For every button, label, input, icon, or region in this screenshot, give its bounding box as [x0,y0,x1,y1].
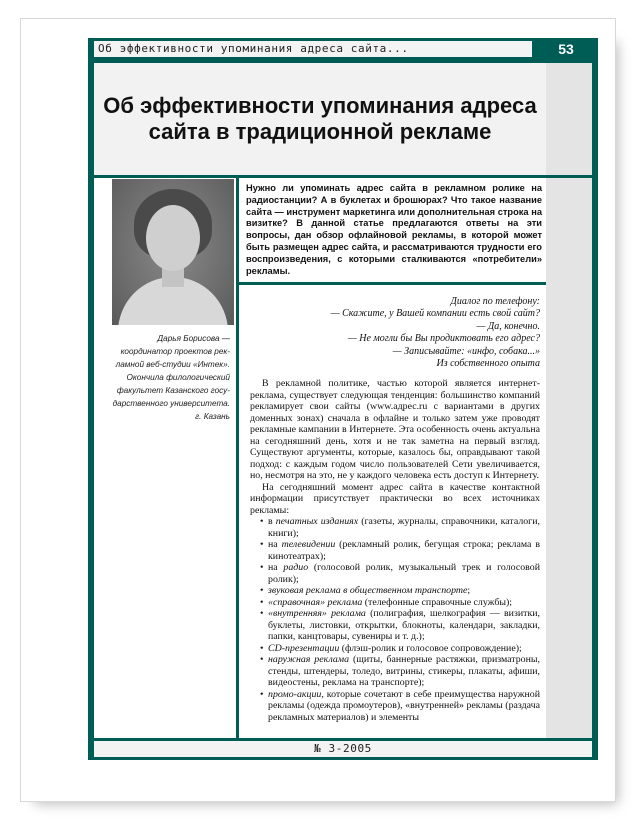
epigraph-line: — Да, конечно. [476,320,540,332]
epigraph-line: — Скажите, у Вашей компании есть свой сайт? [330,308,540,320]
epigraph-line: — Не могли бы Вы продиктовать его адрес? [347,333,540,345]
article-lead: Нужно ли упоминать адрес сайта в рекламном ролике на радиостанции? А в буклетах и брошюрах? Что такое название сайта — инструмент маркетинга или дополнительная строка на визитке? В данной статье предлагаются ответы на эти вопросы, дан обзор офлайновой рекламы, в которой может быть размещен адрес сайта, и рассматриваются трудности его воспроизведения, с которыми сталкиваются «потребители» рекламы. [246,183,542,276]
article-body [250,378,540,723]
epigraph-line: — Записывайте: «инфо, собака...» [392,345,540,357]
bullet-icon: • [260,688,264,700]
paragraph: На сегодняшний момент адрес сайта в качестве контактной информации присутствует практически во всех источниках рекламы: [250,481,540,516]
title-separator [94,175,592,178]
caption-line: ламной веб-студии «Интек». [115,360,230,369]
caption-city: г. Казань [195,412,230,421]
epigraph [244,296,540,370]
list-item: • в печатных изданиях (газеты, журналы, справочники, каталоги, книги); [260,516,540,539]
list-item: • звуковая реклама в общественном транспорте; [260,585,471,596]
list-item: • на телевидении (рекламный ролик, бегущая строка; реклама в кинотеатрах); [260,539,540,562]
list-item: • «внутренняя» реклама (полиграфия, шелкография — визитки, буклеты, листовки, открытки, блокноты, календари, закладки, папки, канцтовары, сувениры и т. д.); [260,608,540,642]
column-separator [236,178,239,738]
bullet-icon: • [260,585,264,596]
caption-line: Окончила филологический [126,373,230,382]
list-item: • наружная реклама (щиты, баннерные растяжки, призматроны, стенды, штендеры, толедо, витрины, стикеры, плакаты, афиши, видеостены, реклама на транспорте); [260,654,541,688]
caption-line: Дарья Борисова — [157,334,230,343]
caption-line: координатор проектов рек- [120,347,230,356]
page-number: 53 [558,41,574,57]
caption-line: дарственного университета. [112,399,230,408]
page-content [94,63,592,738]
author-photo [112,179,234,325]
paragraph: В рекламной политике, частью которой является интернет-реклама, существует следующая тенденция: большинство компаний рекламирует свои сайты (www.адрес.ru с вариантами в других доменных зонах) сначала в офлайне и только затем уже проводят рекламные кампании в Интернете. Эта особенность очень актуальна на сегодняшний день, хотя и не так заметна на первый взгляд. Существуют аргументы, которые, казалось бы, оправдывают такой подход: с каждым годом число пользователей Сети увеличивается, но, несмотря на это, не у каждого человека есть доступ к Интернету. [250,378,540,481]
article-title: Об эффективности упоминания адреса сайта в традиционной рекламе [94,63,546,175]
list-item: • CD-презентации (флэш-ролик и голосовое сопровождение); [260,642,522,654]
epigraph-line: Диалог по телефону: [450,296,540,307]
list-item: • «справочная» реклама (телефонные справочные службы); [260,596,513,608]
bullet-icon: • [260,608,264,619]
running-title: Об эффективности упоминания адреса сайта... [94,41,532,57]
side-margin-bar [546,63,592,738]
issue-footer: № 3-2005 [94,741,592,757]
epigraph-source: Из собственного опыта [436,358,540,370]
bullet-icon: • [260,596,264,608]
author-caption [102,332,230,423]
list-item: • на радио (голосовой ролик, музыкальный трек и голосовой ролик); [260,562,540,585]
bullet-icon: • [260,642,264,654]
bullet-icon: • [260,516,264,527]
caption-line: факультет Казанского госу- [116,386,230,395]
ad-sources-list [250,516,540,723]
lead-separator [239,282,546,285]
bullet-icon: • [260,562,264,573]
bullet-icon: • [260,539,264,550]
list-item: • промо-акции, которые сочетают в себе преимущества наружной рекламы (одежда промоутеров), «внутренней» рекламы (раздача рекламных материалов) и элементы [260,688,540,723]
bullet-icon: • [260,654,264,665]
